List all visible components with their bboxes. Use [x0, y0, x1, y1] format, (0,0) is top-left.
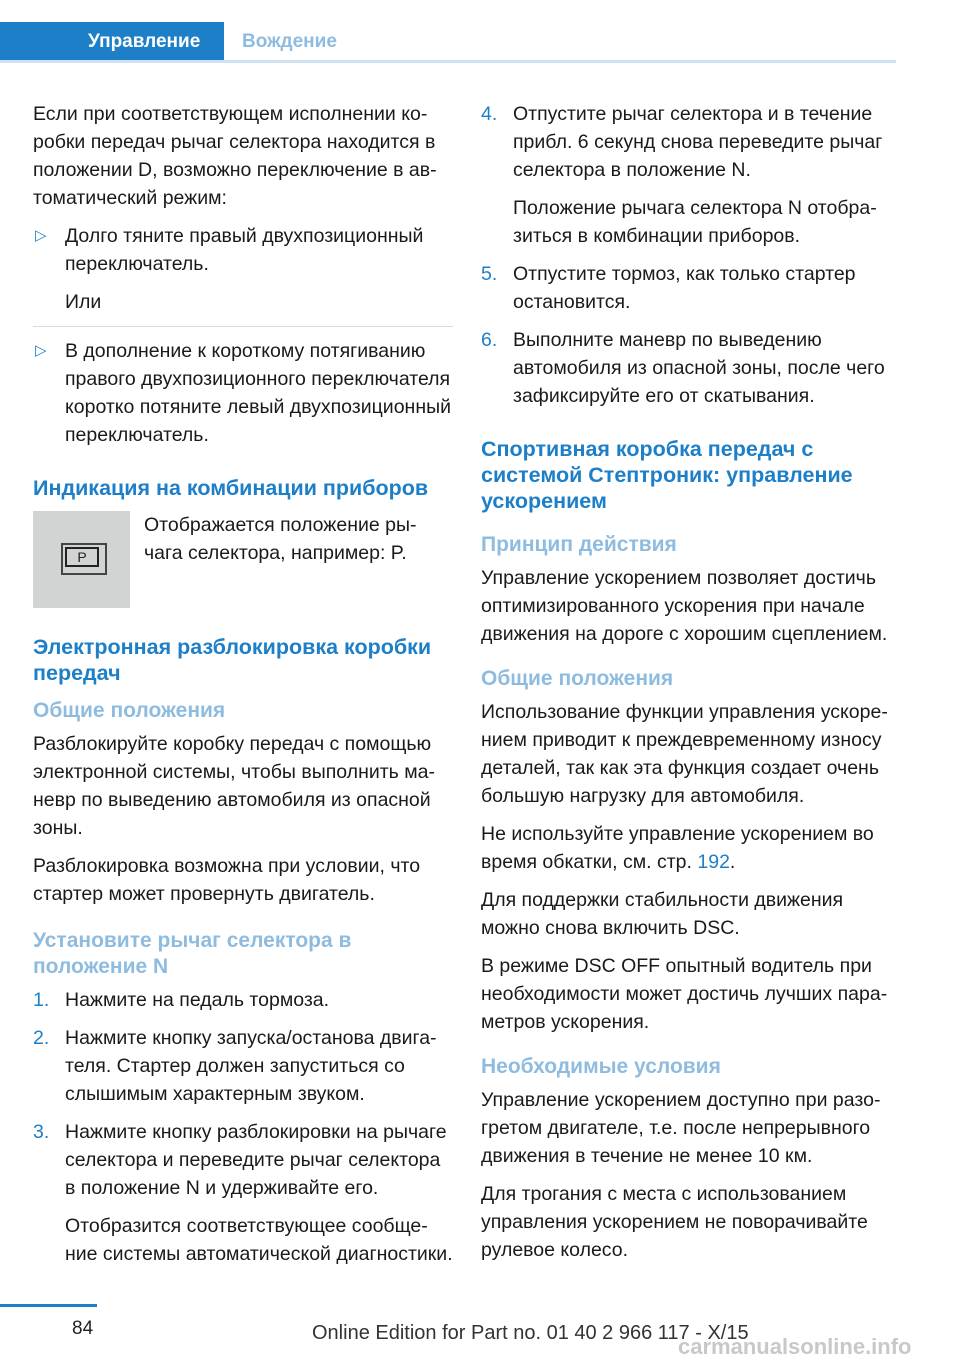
unlock-paragraph-2: Разблокировка возможна при условии, что стартер может провернуть двигатель.	[33, 855, 421, 905]
step-number: 6.	[481, 329, 498, 351]
bullet-text: В дополнение к короткому потягиванию правого двухпозиционного переключателя коротко потяните левый двухпозиционный переключатель.	[65, 340, 451, 446]
step-item	[33, 986, 453, 1014]
page-number: 84	[72, 1318, 94, 1339]
subheading-principle: Принцип действия	[481, 533, 677, 556]
step-number: 4.	[481, 103, 498, 125]
step-subtext: Положение рычага селектора N отобразиться в комбинации приборов.	[513, 197, 877, 247]
general-paragraph-1: Использование функции управления ускорением приводит к преждевременному износу деталей, так как эта функция создает очень большую нагрузку для автомобиля.	[481, 701, 888, 807]
step-text: Нажмите кнопку запуска/останова двигателя. Стартер должен запуститься со слышимым характерным звуком.	[65, 1027, 437, 1105]
heading-electronic-unlock: Электронная разблокировка коробки передач	[33, 635, 432, 685]
general-paragraph-3: Для поддержки стабильности движения можно снова включить DSC.	[481, 889, 844, 939]
general-paragraph-2-text: Не используйте управление ускорением во время обкатки, см. стр.	[481, 823, 874, 873]
edition-text: Online Edition for Part no. 01 40 2 966 117 - X/15	[312, 1322, 749, 1344]
subheading-set-n: Установите рычаг селектора в положение N	[33, 929, 352, 978]
header-bar	[0, 0, 960, 64]
bullet-item	[33, 337, 453, 449]
watermark-text: carmanualsonline.info	[678, 1334, 912, 1359]
gear-p-indicator-icon: P	[65, 547, 99, 567]
step-number: 3.	[33, 1121, 50, 1143]
tab-upravlenie[interactable]: Управление	[0, 22, 224, 62]
gear-display-image	[33, 511, 130, 608]
heading-sport-gearbox: Спортивная коробка передач с системой Стептроник: управление ускорением	[481, 437, 853, 513]
step-item	[481, 100, 896, 250]
step-item	[481, 326, 896, 410]
step-item	[481, 260, 896, 316]
header-divider	[0, 60, 896, 63]
step-text: Нажмите кнопку разблокировки на рычаге селектора и переведите рычаг селектора в положение N и удерживайте его.	[65, 1121, 447, 1199]
conditions-paragraph-1: Управление ускорением доступно при разогретом двигателе, т.е. после непрерывного движения в течение не менее 10 км.	[481, 1089, 881, 1167]
conditions-paragraph-2: Для трогания с места с использованием управления ускорением не поворачивайте рулевое колесо.	[481, 1183, 868, 1261]
step-text: Выполните маневр по выведению автомобиля из опасной зоны, после чего зафиксируйте его от скатывания.	[513, 329, 885, 407]
subheading-general: Общие положения	[33, 699, 226, 722]
bullet-subtext: Или	[65, 291, 102, 313]
triangle-bullet-icon: ▷	[35, 342, 47, 359]
step-subtext: Отобразится соответствующее сообщение системы автоматической диагностики.	[65, 1215, 453, 1265]
general-paragraph-2	[481, 820, 896, 876]
step-number: 1.	[33, 989, 50, 1011]
subheading-general: Общие положения	[481, 667, 674, 690]
bullet-divider	[33, 326, 453, 327]
step-text: Отпустите рычаг селектора и в течение прибл. 6 секунд снова переведите рычаг селектора в положение N.	[513, 103, 883, 181]
display-figure	[33, 511, 453, 608]
bullet-item	[33, 222, 453, 316]
subheading-conditions: Необходимые условия	[481, 1055, 721, 1078]
general-paragraph-2-end: .	[729, 851, 736, 873]
step-item	[33, 1024, 453, 1108]
step-text: Нажмите на педаль тормоза.	[65, 989, 330, 1011]
intro-paragraph: Если при соответствующем исполнении коробки передач рычаг селектора находится в положении D, возможно переключение в автоматический режим:	[33, 103, 437, 209]
footer-accent-line	[0, 1304, 97, 1307]
general-paragraph-4: В режиме DSC OFF опытный водитель при необходимости может достичь лучших параметров ускорения.	[481, 955, 888, 1033]
page-ref-link[interactable]: 192	[697, 851, 730, 873]
display-description: Отображается положение рычага селектора, например: P.	[144, 514, 417, 564]
step-number: 5.	[481, 263, 498, 285]
step-text: Отпустите тормоз, как только стартер остановится.	[513, 263, 856, 313]
triangle-bullet-icon: ▷	[35, 227, 47, 244]
step-item	[33, 1118, 453, 1268]
heading-display: Индикация на комбинации приборов	[33, 476, 429, 500]
step-number: 2.	[33, 1027, 50, 1049]
right-column	[481, 100, 896, 1274]
unlock-paragraph-1: Разблокируйте коробку передач с помощью электронной системы, чтобы выполнить маневр по выведению автомобиля из опасной зоны.	[33, 733, 435, 839]
principle-paragraph: Управление ускорением позволяет достичь оптимизированного ускорения при начале движения на дороге с хорошим сцеплением.	[481, 567, 888, 645]
tab-vozhdenie[interactable]: Вождение	[242, 31, 337, 52]
bullet-text: Долго тяните правый двухпозиционный переключатель.	[65, 225, 424, 275]
left-column	[33, 100, 453, 1278]
